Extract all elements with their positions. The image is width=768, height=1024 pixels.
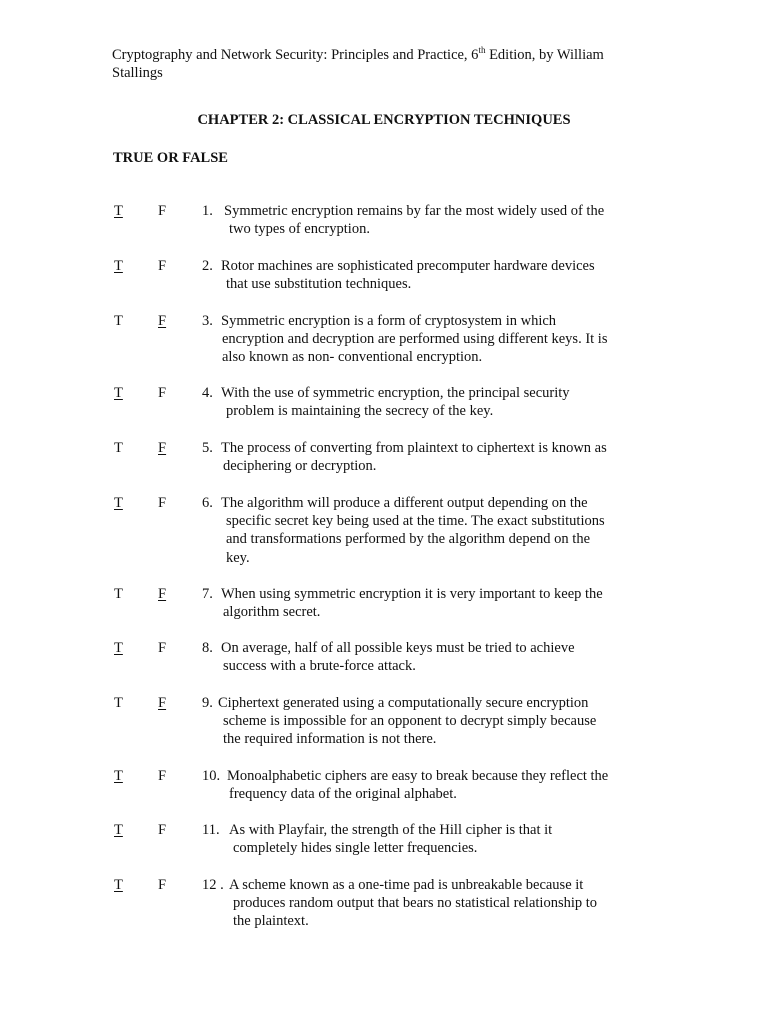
question-text-line: The process of converting from plaintext to ciphertext is known as xyxy=(221,440,607,456)
question-number: 7. xyxy=(202,586,213,602)
true-marker: T xyxy=(114,822,123,838)
false-marker: F xyxy=(158,877,167,893)
true-marker: T xyxy=(114,640,123,656)
question-text-line: specific secret key being used at the time. The exact substitutions xyxy=(226,513,605,530)
citation-text-a: Cryptography and Network Security: Principles and Practice, 6 xyxy=(112,47,479,63)
false-marker: F xyxy=(158,768,167,784)
question-text-line: Ciphertext generated using a computationally secure encryption xyxy=(218,695,589,711)
section-heading: TRUE OR FALSE xyxy=(113,150,228,166)
question-number: 2. xyxy=(202,258,213,274)
true-marker: T xyxy=(114,385,123,401)
question-text-line: The algorithm will produce a different output depending on the xyxy=(221,495,588,511)
true-marker: T xyxy=(114,313,123,329)
citation-text-b: Edition, by William xyxy=(485,47,604,63)
true-marker: T xyxy=(114,768,123,784)
question-text-line: With the use of symmetric encryption, the principal security xyxy=(221,385,570,401)
true-marker: T xyxy=(114,495,123,511)
question-text-line: On average, half of all possible keys must be tried to achieve xyxy=(221,640,575,656)
question-number: 5. xyxy=(202,440,213,456)
true-marker: T xyxy=(114,203,123,219)
question-number: 1. xyxy=(202,203,213,219)
true-marker: T xyxy=(114,586,123,602)
question-number: 10. xyxy=(202,768,221,784)
question-text-line: algorithm secret. xyxy=(223,604,321,621)
question-text-line: deciphering or decryption. xyxy=(223,458,377,475)
question-text-line: Symmetric encryption is a form of cryptosystem in which xyxy=(221,313,557,329)
question-text-line: When using symmetric encryption it is very important to keep the xyxy=(221,586,603,602)
question-text-line: encryption and decryption are performed using different keys. It is xyxy=(222,331,608,348)
question-number: 11. xyxy=(202,822,220,838)
question-text-line: scheme is impossible for an opponent to decrypt simply because xyxy=(223,713,597,730)
question-number: 12 . xyxy=(202,877,224,893)
question-text-line: success with a brute-force attack. xyxy=(223,658,416,675)
false-marker: F xyxy=(158,695,167,711)
false-marker: F xyxy=(158,495,167,511)
question-text-line: problem is maintaining the secrecy of the key. xyxy=(226,403,494,420)
question-text-line: and transformations performed by the algorithm depend on the xyxy=(226,531,591,548)
question-text-line: A scheme known as a one-time pad is unbreakable because it xyxy=(229,877,584,893)
true-marker: T xyxy=(114,440,123,456)
question-text-line: also known as non- conventional encryption. xyxy=(222,349,483,366)
false-marker: F xyxy=(158,385,167,401)
question-text-line: the plaintext. xyxy=(233,913,309,930)
false-marker: F xyxy=(158,258,167,274)
false-marker: F xyxy=(158,203,167,219)
question-text-line: Symmetric encryption remains by far the most widely used of the xyxy=(224,203,605,219)
true-marker: T xyxy=(114,258,123,274)
question-number: 6. xyxy=(202,495,213,511)
false-marker: F xyxy=(158,440,167,456)
question-text-line: key. xyxy=(226,549,250,566)
question-number: 4. xyxy=(202,385,213,401)
question-number: 9. xyxy=(202,695,213,711)
chapter-title: CHAPTER 2: CLASSICAL ENCRYPTION TECHNIQUES xyxy=(197,112,571,128)
citation-superscript: th xyxy=(478,45,486,55)
question-text-line: two types of encryption. xyxy=(229,221,370,238)
true-marker: T xyxy=(114,877,123,893)
question-text-line: As with Playfair, the strength of the Hill cipher is that it xyxy=(229,822,553,838)
false-marker: F xyxy=(158,822,167,838)
false-marker: F xyxy=(158,640,167,656)
question-text-line: frequency data of the original alphabet. xyxy=(229,786,457,803)
question-number: 3. xyxy=(202,313,213,329)
question-text-line: Monoalphabetic ciphers are easy to break because they reflect the xyxy=(227,768,609,784)
question-text-line: completely hides single letter frequencies. xyxy=(233,840,478,857)
false-marker: F xyxy=(158,586,167,602)
question-text-line: produces random output that bears no statistical relationship to xyxy=(233,895,598,912)
question-text-line: Rotor machines are sophisticated precomputer hardware devices xyxy=(221,258,595,274)
book-citation-line-2: Stallings xyxy=(112,65,163,81)
true-marker: T xyxy=(114,695,123,711)
book-citation-line-1 xyxy=(112,46,672,64)
false-marker: F xyxy=(158,313,167,329)
question-number: 8. xyxy=(202,640,213,656)
question-text-line: that use substitution techniques. xyxy=(226,276,412,293)
question-text-line: the required information is not there. xyxy=(223,731,437,748)
